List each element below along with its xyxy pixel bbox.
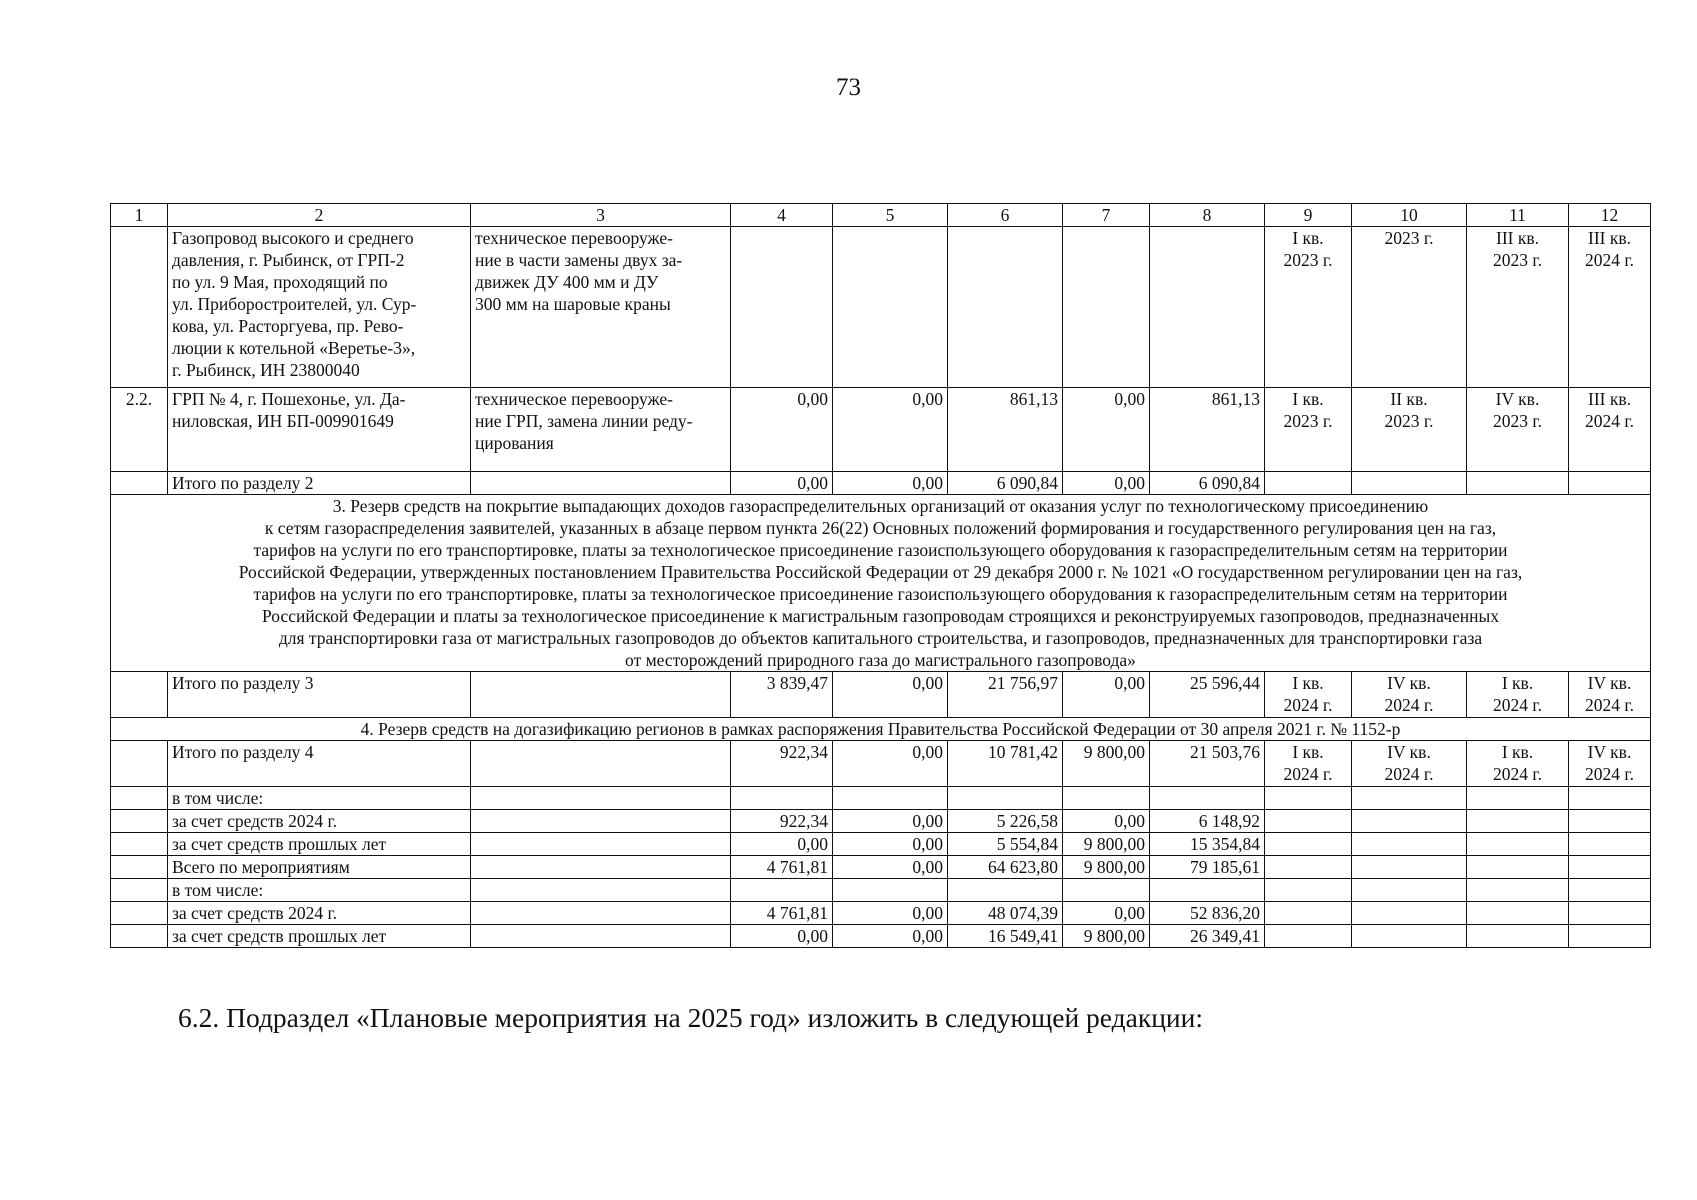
quarter-col9: I кв. 2023 г. (1265, 388, 1352, 472)
summary-label: за счет средств 2024 г. (168, 902, 471, 925)
summary-label: за счет средств прошлых лет (168, 925, 471, 948)
table-row (111, 856, 1651, 879)
section-3-heading: 3. Резерв средств на покрытие выпадающих доходов газораспределительных организаций от оказания услуг по технологическому присоединению к сетям газораспределения заявителей, указанных в абзаце первом пункта 26(22) Основных положений формирования и государственного регулирования цен на газ, тарифов на услуги по его транспортировке, платы за технологическое присоединение газоиспользующего оборудования к газораспределительным сетям на территории Российской Федерации, утвержденных постановлением Правительства Российской Федерации от 29 декабря 2000 г. № 1021 «О государственном регулировании цен на газ, тарифов на услуги по его транспортировке, платы за технологическое присоединение газоиспользующего оборудования к газораспределительным сетям на территории Российской Федерации и платы за технологическое присоединение к магистральным газопроводам строящихся и реконструируемых газопроводов, предназначенных для транспортировки газа от магистральных газопроводов до объектов капитального строительства, и газопроводов, предназначенных для транспортировки газа от месторождений природного газа до магистрального газопровода» (111, 495, 1651, 672)
value-col6: 48 074,39 (948, 902, 1063, 925)
summary-label: в том числе: (168, 879, 471, 902)
quarter-col11: I кв. 2024 г. (1467, 741, 1569, 787)
value-col4 (731, 227, 833, 388)
value-col6 (948, 879, 1063, 902)
value-col5: 0,00 (833, 388, 948, 472)
table-row (111, 902, 1651, 925)
quarter-col12: IV кв. 2024 г. (1569, 672, 1651, 718)
value-col7 (1063, 879, 1150, 902)
value-col6 (948, 787, 1063, 810)
value-col6: 64 623,80 (948, 856, 1063, 879)
value-col8: 25 596,44 (1150, 672, 1265, 718)
column-number: 5 (833, 204, 948, 227)
summary-label: в том числе: (168, 787, 471, 810)
column-number: 12 (1569, 204, 1651, 227)
column-number: 4 (731, 204, 833, 227)
value-col4: 0,00 (731, 472, 833, 495)
summary-label: за счет средств прошлых лет (168, 833, 471, 856)
value-col7 (1063, 227, 1150, 388)
value-col7: 9 800,00 (1063, 833, 1150, 856)
column-number: 9 (1265, 204, 1352, 227)
value-col4: 4 761,81 (731, 856, 833, 879)
quarter-col11: III кв. 2023 г. (1467, 227, 1569, 388)
value-col5 (833, 227, 948, 388)
value-col8 (1150, 227, 1265, 388)
column-number: 8 (1150, 204, 1265, 227)
value-col4 (731, 879, 833, 902)
value-col5: 0,00 (833, 833, 948, 856)
object-name: ГРП № 4, г. Пошехонье, ул. Да- ниловская, ИН БП-009901649 (168, 388, 471, 472)
value-col5: 0,00 (833, 741, 948, 787)
table-row (111, 925, 1651, 948)
value-col8: 6 090,84 (1150, 472, 1265, 495)
value-col4 (731, 787, 833, 810)
column-number-row (111, 204, 1651, 227)
table-row (111, 472, 1651, 495)
column-number: 6 (948, 204, 1063, 227)
table-row (111, 672, 1651, 718)
value-col6: 16 549,41 (948, 925, 1063, 948)
table-row (111, 741, 1651, 787)
value-col7: 9 800,00 (1063, 925, 1150, 948)
value-col6 (948, 227, 1063, 388)
value-col5: 0,00 (833, 472, 948, 495)
quarter-col10: 2023 г. (1352, 227, 1467, 388)
value-col8: 861,13 (1150, 388, 1265, 472)
value-col8: 15 354,84 (1150, 833, 1265, 856)
value-col8: 52 836,20 (1150, 902, 1265, 925)
quarter-col12: III кв. 2024 г. (1569, 227, 1651, 388)
value-col7: 0,00 (1063, 672, 1150, 718)
table-row (111, 810, 1651, 833)
quarter-col9: I кв. 2023 г. (1265, 227, 1352, 388)
plan-table (110, 203, 1651, 948)
table-row (111, 833, 1651, 856)
quarter-col11: I кв. 2024 г. (1467, 672, 1569, 718)
quarter-col10: II кв. 2023 г. (1352, 388, 1467, 472)
quarter-col9: I кв. 2024 г. (1265, 672, 1352, 718)
value-col5: 0,00 (833, 856, 948, 879)
value-col4: 0,00 (731, 925, 833, 948)
value-col8 (1150, 787, 1265, 810)
column-number: 1 (111, 204, 168, 227)
value-col4: 922,34 (731, 810, 833, 833)
value-col5: 0,00 (833, 925, 948, 948)
amendment-paragraph: 6.2. Подраздел «Плановые мероприятия на 2025 год» изложить в следующей редакции: (178, 1002, 1203, 1033)
value-col4: 0,00 (731, 388, 833, 472)
object-name: Газопровод высокого и среднего давления, г. Рыбинск, от ГРП-2 по ул. 9 Мая, проходящий по ул. Приборостроителей, ул. Сур- кова, ул. Расторгуева, пр. Рево- люции к котельной «Веретье-3», г. Рыбинск, ИН 23800040 (168, 227, 471, 388)
value-col5: 0,00 (833, 672, 948, 718)
work-description: техническое перевооруже- ние ГРП, замена линии реду- цирования (471, 388, 731, 472)
value-col6: 6 090,84 (948, 472, 1063, 495)
value-col6: 10 781,42 (948, 741, 1063, 787)
value-col7: 0,00 (1063, 472, 1150, 495)
total-label: Итого по разделу 2 (168, 472, 471, 495)
value-col7: 9 800,00 (1063, 741, 1150, 787)
total-label: Итого по разделу 3 (168, 672, 471, 718)
column-number: 7 (1063, 204, 1150, 227)
table-row (111, 388, 1651, 472)
value-col4: 4 761,81 (731, 902, 833, 925)
quarter-col11: IV кв. 2023 г. (1467, 388, 1569, 472)
column-number: 2 (168, 204, 471, 227)
section-heading-row (111, 495, 1651, 672)
quarter-col10: IV кв. 2024 г. (1352, 672, 1467, 718)
column-number: 10 (1352, 204, 1467, 227)
quarter-col9: I кв. 2024 г. (1265, 741, 1352, 787)
page-number: 73 (836, 74, 861, 101)
value-col5: 0,00 (833, 810, 948, 833)
section-heading-row (111, 718, 1651, 741)
value-col8: 79 185,61 (1150, 856, 1265, 879)
value-col5 (833, 879, 948, 902)
value-col8: 26 349,41 (1150, 925, 1265, 948)
summary-label: Всего по мероприятиям (168, 856, 471, 879)
value-col5: 0,00 (833, 902, 948, 925)
row-number (111, 227, 168, 388)
value-col7: 0,00 (1063, 902, 1150, 925)
value-col7: 9 800,00 (1063, 856, 1150, 879)
quarter-col12: III кв. 2024 г. (1569, 388, 1651, 472)
value-col4: 0,00 (731, 833, 833, 856)
value-col6: 5 554,84 (948, 833, 1063, 856)
section-4-heading: 4. Резерв средств на догазификацию регионов в рамках распоряжения Правительства Российской Федерации от 30 апреля 2021 г. № 1152-р (111, 718, 1651, 741)
value-col6: 5 226,58 (948, 810, 1063, 833)
value-col7: 0,00 (1063, 810, 1150, 833)
value-col6: 21 756,97 (948, 672, 1063, 718)
table-row (111, 787, 1651, 810)
value-col4: 922,34 (731, 741, 833, 787)
total-label: Итого по разделу 4 (168, 741, 471, 787)
value-col8 (1150, 879, 1265, 902)
value-col7 (1063, 787, 1150, 810)
value-col6: 861,13 (948, 388, 1063, 472)
value-col7: 0,00 (1063, 388, 1150, 472)
work-description: техническое перевооруже- ние в части замены двух за- движек ДУ 400 мм и ДУ 300 мм на шаровые краны (471, 227, 731, 388)
value-col5 (833, 787, 948, 810)
table-row (111, 227, 1651, 388)
row-number: 2.2. (111, 388, 168, 472)
summary-label: за счет средств 2024 г. (168, 810, 471, 833)
table-row (111, 879, 1651, 902)
value-col8: 21 503,76 (1150, 741, 1265, 787)
quarter-col12: IV кв. 2024 г. (1569, 741, 1651, 787)
value-col4: 3 839,47 (731, 672, 833, 718)
column-number: 11 (1467, 204, 1569, 227)
value-col8: 6 148,92 (1150, 810, 1265, 833)
quarter-col10: IV кв. 2024 г. (1352, 741, 1467, 787)
column-number: 3 (471, 204, 731, 227)
